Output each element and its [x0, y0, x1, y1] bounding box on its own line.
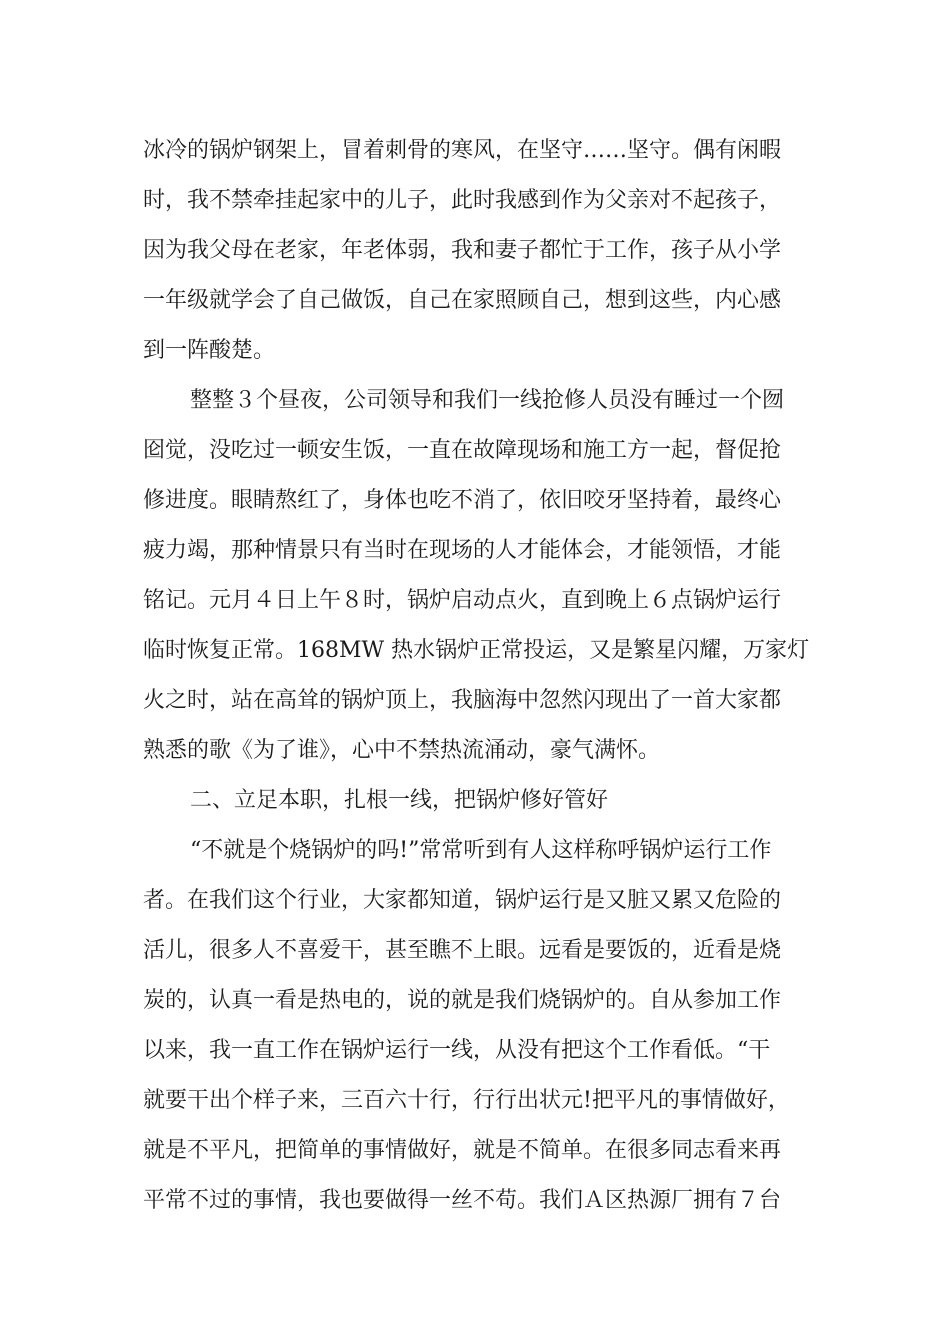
- text-line: 临时恢复正常。168MW 热水锅炉正常投运，又是繁星闪耀，万家灯: [143, 638, 810, 663]
- text-line: 以来，我一直工作在锅炉运行一线，从没有把这个工作看低。“干: [143, 1038, 771, 1063]
- text-line: 就是不平凡，把简单的事情做好，就是不简单。在很多同志看来再: [143, 1138, 782, 1163]
- text-line: 到一阵酸楚。: [143, 338, 276, 363]
- text-line: 熟悉的歌《为了谁》，心中不禁热流涌动，豪气满怀。: [143, 738, 661, 763]
- text-line: 平常不过的事情，我也要做得一丝不苟。我们Ａ区热源厂拥有７台: [143, 1188, 782, 1213]
- paragraph-first-line: 整整３个昼夜，公司领导和我们一线抢修人员没有睡过一个囫: [190, 388, 785, 413]
- text-line: 修进度。眼睛熬红了，身体也吃不消了，依旧咬牙坚持着，最终心: [143, 488, 782, 513]
- text-line: 时，我不禁牵挂起家中的儿子，此时我感到作为父亲对不起孩子，: [143, 188, 782, 213]
- text-line: 活儿，很多人不喜爱干，甚至瞧不上眼。远看是要饭的，近看是烧: [143, 938, 782, 963]
- text-line: 铭记。元月４日上午８时，锅炉启动点火，直到晚上６点锅炉运行: [143, 588, 782, 613]
- paragraph-first-line: “不就是个烧锅炉的吗!”常常听到有人这样称呼锅炉运行工作: [190, 838, 772, 863]
- text-line: 者。在我们这个行业，大家都知道，锅炉运行是又脏又累又危险的: [143, 888, 782, 913]
- text-line: 炭的，认真一看是热电的，说的就是我们烧锅炉的。自从参加工作: [143, 988, 782, 1013]
- section-heading: 二、立足本职，扎根一线，把锅炉修好管好: [190, 788, 609, 813]
- text-line: 火之时，站在高耸的锅炉顶上，我脑海中忽然闪现出了一首大家都: [143, 688, 782, 713]
- text-line: 疲力竭，那种情景只有当时在现场的人才能体会，才能领悟，才能: [143, 538, 782, 563]
- text-line: 因为我父母在老家，年老体弱，我和妻子都忙于工作，孩子从小学: [143, 238, 782, 263]
- text-line: 囵觉，没吃过一顿安生饭，一直在故障现场和施工方一起，督促抢: [143, 438, 782, 463]
- text-line: 就要干出个样子来，三百六十行，行行出状元!把平凡的事情做好，: [143, 1088, 790, 1113]
- text-line: 一年级就学会了自己做饭，自己在家照顾自己，想到这些，内心感: [143, 288, 782, 313]
- text-line: 冰冷的锅炉钢架上，冒着刺骨的寒风，在坚守……坚守。偶有闲暇: [143, 138, 782, 163]
